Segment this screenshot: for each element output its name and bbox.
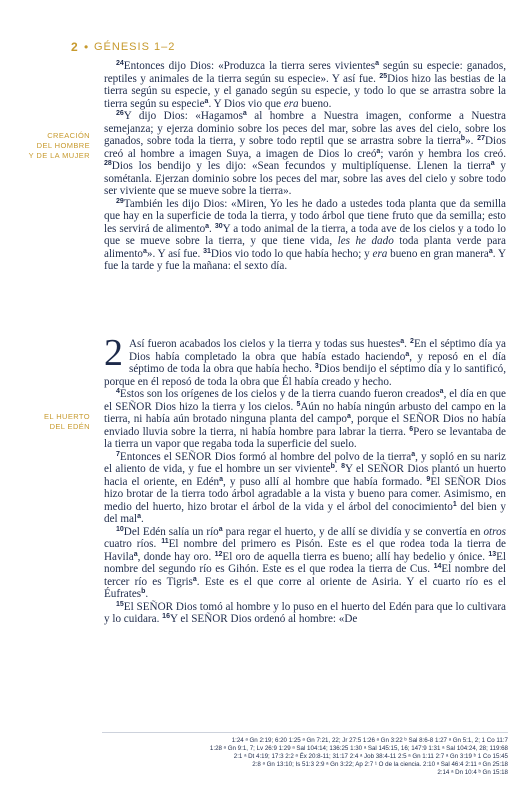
verse-paragraph: $^{26}$Y dijo Dios: «Hagamos$^a$ al hombre a Nuestra imagen, conforme a Nuestra semejanza; y ejerza dominio sobre los peces del mar, sobre las aves del cielo, sobre los ganados, sobre toda la tierra, y sobre todo reptil que se arrastra sobre la tierra$^b$». $^{27}$Dios creó al hombre a imagen Suya, a imagen de Dios lo creó$^a$; varón y hembra los creó. $^{28}$Dios los bendijo y les dijo: «Sean fecundos y multiplíquense. Llenen la tierra$^a$ y sométanla. Ejerzan dominio sobre los peces del mar, sobre las aves del cielo y sobre todo ser viviente que se mueve sobre la tierra». <box>104 110 507 197</box>
chapter-opening-paragraph <box>104 332 506 388</box>
side-heading-line: EL HUERTO <box>44 412 90 421</box>
cross-reference-line: 2:14 ᵃ Dn 10:4 ᵇ Gn 15:18 <box>437 769 508 777</box>
verse-paragraph: $^{15}$El SEÑOR Dios tomó al hombre y lo puso en el huerto del Edén para que lo cultivara y lo cuidara. $^{16}$Y el SEÑOR Dios ordenó al hombre: «De <box>104 600 506 625</box>
cross-reference-line: 1:28 ᵃ Gn 9:1, 7; Lv 26:9 1:29 ᵃ Sal 104:14; 136:25 1:30 ᵃ Sal 145:15, 16; 147:9 1:31 ᵃ Sal 104:24, 28; 119:68 <box>209 745 508 753</box>
verse-paragraph: $^4$Estos son los orígenes de los cielos y de la tierra cuando fueron creados$^a$, el día en que el SEÑOR Dios hizo la tierra y los cielos. $^5$Aún no había ningún arbusto del campo en la tierra, ni había aún brotado ninguna planta del campo$^a$, porque el SEÑOR Dios no había enviado lluvia sobre la tierra, ni había hombre para labrar la tierra. $^6$Pero se levantaba de la tierra un vapor que regaba toda la superficie del suelo. <box>104 388 506 450</box>
cross-reference-line: 2:1 ᵃ Dt 4:19; 17:3 2:2 ᵃ Éx 20:8-11; 31:17 2:4 ᵃ Job 38:4-11 2:5 ᵃ Gn 1:11 2:7 ᵃ Gn 3:19 ᵇ 1 Co 15:45 <box>233 753 508 761</box>
verse-paragraph: $^7$Entonces el SEÑOR Dios formó al hombre del polvo de la tierra$^a$, y sopló en su nariz el aliento de vida, y fue el hombre un ser viviente$^b$. $^8$Y el SEÑOR Dios plantó un huerto hacia el oriente, en Edén$^a$, y puso allí al hombre que había formado. $^9$El SEÑOR Dios hizo brotar de la tierra todo árbol agradable a la vista y bueno para comer. Asimismo, en medio del huerto, hizo brotar el árbol de la vida y el árbol del conocimiento$^1$ del bien y del mal$^a$. <box>104 450 507 525</box>
running-title: GÉNESIS 1–2 <box>94 41 176 53</box>
cross-references <box>82 737 508 777</box>
side-heading-creation <box>0 131 90 161</box>
side-heading-line: CREACIÓN <box>47 131 90 140</box>
page-header <box>28 40 508 60</box>
side-heading-eden <box>0 412 90 432</box>
page-number: 2 <box>71 40 78 54</box>
cross-reference-line: 2:8 ᵃ Gn 13:10; Is 51:3 2:9 ᵃ Gn 3:22; Ap 2:7 ¹ O de la ciencia. 2:10 ᵃ Sal 46:4 2:11 ᵃ Gn 25:18 <box>252 761 508 769</box>
body-text-top <box>104 60 506 273</box>
cross-reference-line: 1:24 ᵃ Gn 2:19; 6:20 1:25 ᵃ Gn 7:21, 22; Jr 27:5 1:26 ᵃ Gn 3:22 ᵇ Sal 8:6-8 1:27 ᵃ Gn 5:1, 2; 1 Co 11:7 <box>231 737 508 744</box>
side-heading-line: DEL HOMBRE <box>36 141 90 150</box>
chapter-number: 2 <box>104 332 123 374</box>
side-heading-line: Y DE LA MUJER <box>28 151 90 160</box>
footnote-divider <box>102 732 508 733</box>
body-text-chapter-2 <box>104 332 507 626</box>
verse-paragraph: $^{24}$Entonces dijo Dios: «Produzca la tierra seres vivientes$^a$ según su especie: ganados, reptiles y animales de la tierra según su especie». Y así fue. $^{25}$Dios hizo las bestias de la tierra según su especie, y el ganado según su especie, y todo lo que se arrastra sobre la tierra según su especie$^a$. Y Dios vio que era bueno. <box>104 60 506 110</box>
header-separator: • <box>84 40 89 54</box>
verse-text: Así fueron acabados los cielos y la tierra y todas sus huestes$^a$. $^2$En el séptimo día ya Dios había completado la obra que había estado haciendo$^a$, y reposó en el día séptimo de toda la obra que había hecho. $^3$Dios bendijo el séptimo día y lo santificó, porque en él reposó de toda la obra que Él había creado y hecho. <box>104 338 506 388</box>
side-heading-line: DEL EDÉN <box>49 422 90 431</box>
verse-paragraph: $^{29}$También les dijo Dios: «Miren, Yo les he dado a ustedes toda planta que da semilla que hay en la superficie de toda la tierra, y todo árbol que tiene fruto que da semilla; esto les servirá de alimento$^a$. $^{30}$Y a todo animal de la tierra, a toda ave de los cielos y a todo lo que se mueve sobre la tierra, y que tiene vida, les he dado toda planta verde para alimento$^a$». Y así fue. $^{31}$Dios vio todo lo que había hecho; y era bueno en gran manera$^a$. Y fue la tarde y fue la mañana: el sexto día. <box>104 197 507 272</box>
verse-paragraph: $^{10}$Del Edén salía un río$^a$ para regar el huerto, y de allí se dividía y se convertía en otros cuatro ríos. $^{11}$El nombre del primero es Pisón. Este es el que rodea toda la tierra de Havila$^a$, donde hay oro. $^{12}$El oro de aquella tierra es bueno; allí hay bedelio y ónice. $^{13}$El nombre del segundo río es Gihón. Este es el que rodea la tierra de Cus. $^{14}$El nombre del tercer río es Tigris$^a$. Este es el que corre al oriente de Asiria. Y el cuarto río es el Éufrates$^b$. <box>104 525 507 600</box>
